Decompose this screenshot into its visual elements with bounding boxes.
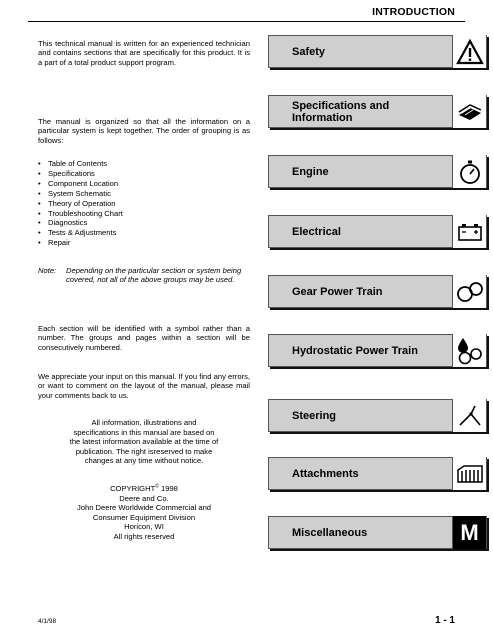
- book-icon: [452, 95, 486, 128]
- disclaimer-line: All information, illustrations and: [91, 418, 197, 427]
- warning-triangle-icon: [452, 35, 486, 68]
- section-tab-steering[interactable]: [268, 399, 487, 432]
- header-rule: [28, 21, 465, 22]
- disclaimer-line: specifications in this manual are based on: [73, 427, 215, 437]
- steering-linkage-icon: [452, 399, 486, 432]
- page-number: 1 - 1: [434, 615, 455, 626]
- section-label: Electrical: [292, 225, 341, 238]
- disclaimer-block: [38, 418, 250, 466]
- copyright-rights: All rights reserved: [113, 531, 175, 541]
- intro-paragraph: This technical manual is written for an experienced technician and contains sections that are specifically for this product. It is a part of a total product support program.: [38, 39, 250, 67]
- note-block: [38, 266, 250, 285]
- list-item: • System Schematic: [38, 189, 123, 199]
- section-label: Safety: [292, 45, 326, 58]
- list-item: • Specifications: [38, 169, 123, 179]
- stopwatch-icon: [452, 155, 486, 188]
- list-item: • Component Location: [38, 179, 123, 189]
- section-tab-engine[interactable]: [268, 155, 487, 188]
- section-tab-hydrostatic-power-train[interactable]: [268, 334, 487, 367]
- footer-date: 4/1/98: [38, 618, 57, 625]
- section-tab-gear-power-train[interactable]: [268, 275, 487, 308]
- list-item: • Theory of Operation: [38, 199, 123, 209]
- list-item: • Diagnostics: [38, 218, 123, 228]
- hydro-drop-gears-icon: [452, 334, 486, 367]
- letter-m-icon: M: [452, 516, 486, 549]
- section-tab-miscellaneous[interactable]: [268, 516, 487, 549]
- section-label: Attachments: [292, 467, 359, 480]
- note-label: Note:: [38, 266, 57, 275]
- grouping-list: [38, 159, 123, 248]
- section-tab-electrical[interactable]: [268, 215, 487, 248]
- section-label: Gear Power Train: [292, 285, 383, 298]
- note-text: Depending on the particular section or system being covered, not all of the above groups may be used.: [66, 266, 242, 285]
- feedback-paragraph: We appreciate your input on this manual. If you find any errors, or want to comment on the layout of the manual, please mail your comments back to us.: [38, 372, 250, 400]
- copyright-year: 1998: [158, 484, 178, 493]
- section-label: Engine: [292, 165, 329, 178]
- copyright-block: [38, 484, 250, 542]
- copyright-division-2: Consumer Equipment Division: [92, 512, 196, 522]
- list-item: • Tests & Adjustments: [38, 228, 123, 238]
- list-item: • Table of Contents: [38, 159, 123, 169]
- section-label: Specifications and Information: [292, 99, 390, 124]
- copyright-mark: ©: [155, 483, 159, 490]
- section-label: Steering: [292, 409, 337, 422]
- copyright-label: COPYRIGHT: [110, 484, 156, 493]
- section-label: Miscellaneous: [292, 526, 368, 539]
- section-tab-attachments[interactable]: [268, 457, 487, 490]
- section-tab-safety[interactable]: [268, 35, 487, 68]
- page-header-title: INTRODUCTION: [372, 6, 455, 18]
- battery-icon: [452, 215, 486, 248]
- section-tab-specifications[interactable]: [268, 95, 487, 128]
- section-label: Hydrostatic Power Train: [292, 344, 418, 357]
- copyright-division: John Deere Worldwide Commercial and: [76, 503, 212, 513]
- list-item: • Repair: [38, 238, 123, 248]
- copyright-location: Horicon, WI: [124, 522, 164, 532]
- list-item: • Troubleshooting Chart: [38, 209, 123, 219]
- rake-attachment-icon: [452, 457, 486, 490]
- copyright-owner: Deere and Co.: [119, 493, 169, 503]
- gears-icon: [452, 275, 486, 308]
- disclaimer-line: changes at any time without notice.: [84, 456, 204, 466]
- organization-paragraph: The manual is organized so that all the information on a particular system is kept together. The order of grouping is as follows:: [38, 117, 250, 145]
- sections-paragraph: Each section will be identified with a symbol rather than a number. The groups and pages within a section will be consecutively numbered.: [38, 324, 250, 352]
- copyright-line: [38, 484, 250, 494]
- disclaimer-line: the latest information available at the time of: [69, 437, 219, 447]
- disclaimer-line: publication. The right isreserved to make: [75, 446, 213, 456]
